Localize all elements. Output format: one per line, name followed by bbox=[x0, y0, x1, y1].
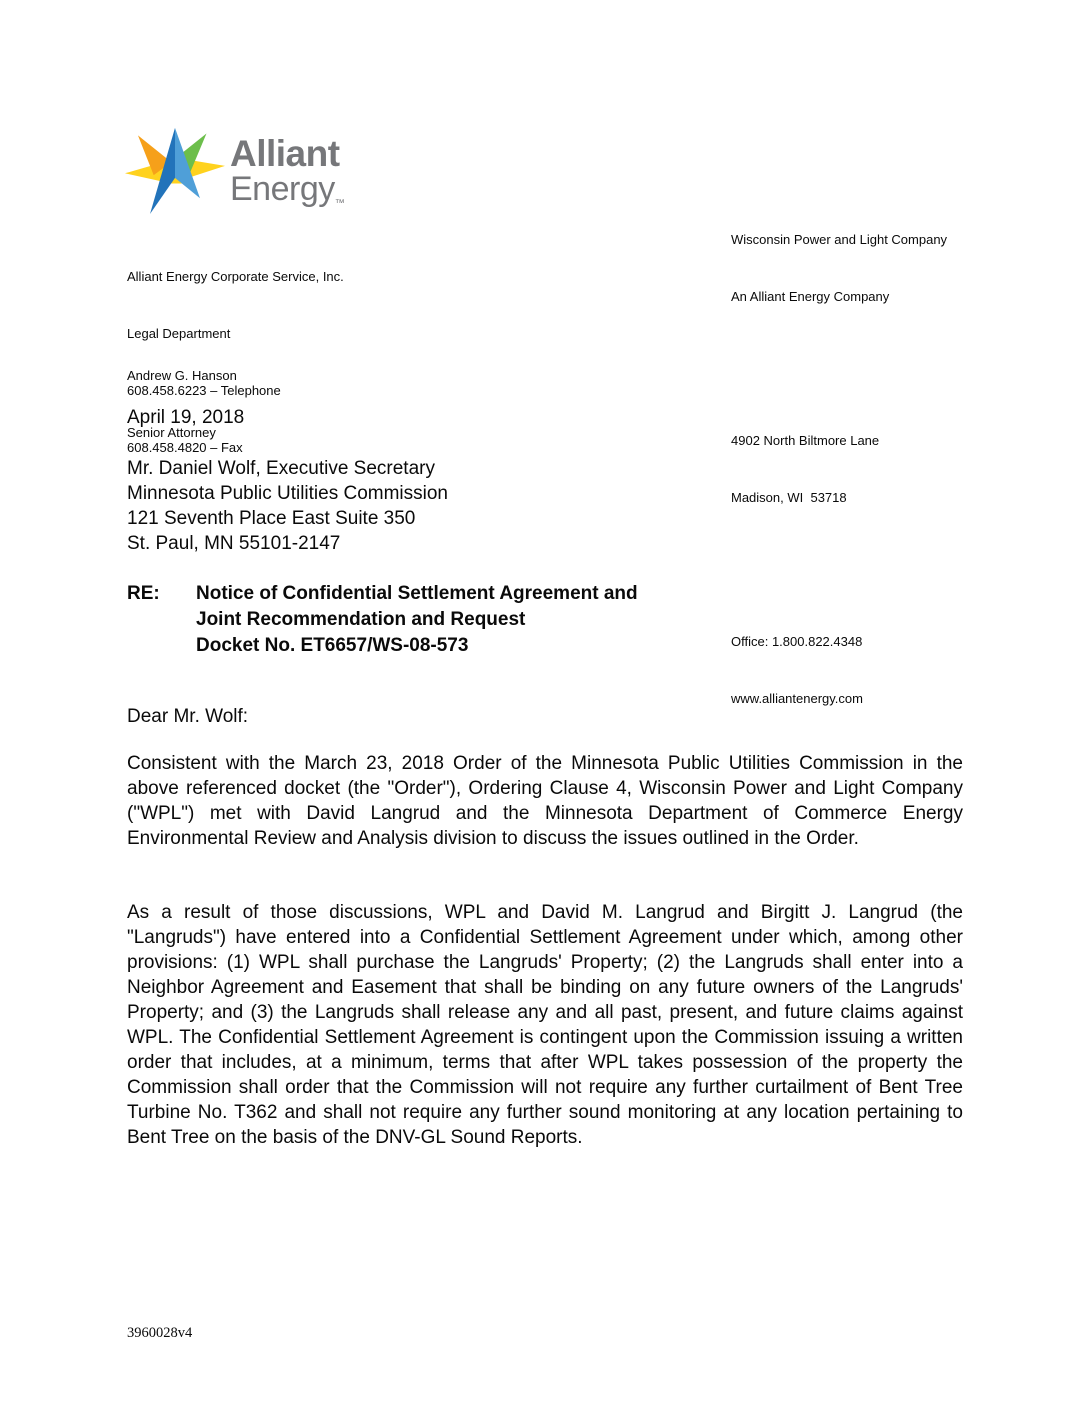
sender-fax: 608.458.4820 – Fax bbox=[127, 440, 243, 455]
subject-block bbox=[127, 581, 638, 659]
company-street: 4902 North Biltmore Lane bbox=[731, 433, 880, 448]
subject-line-2: Joint Recommendation and Request bbox=[196, 609, 526, 630]
company-website: www.alliantenergy.com bbox=[731, 691, 863, 706]
company-address-group bbox=[731, 393, 947, 545]
alliant-logo bbox=[125, 123, 225, 223]
recipient-city-state-zip: St. Paul, MN 55101-2147 bbox=[127, 533, 341, 554]
sender-telephone: 608.458.6223 – Telephone bbox=[127, 383, 281, 398]
body-paragraph-1: Consistent with the March 23, 2018 Order of the Minnesota Public Utilities Commission in the above referenced docket (the "Order"), Ordering Clause 4, Wisconsin Power and Light Company ("WPL") met with David Langrud and the Minnesota Department of Commerce Energy Environmental Review and Analysis division to discuss the issues outlined in the Order. bbox=[127, 753, 963, 849]
brand-name-alliant: Alliant bbox=[230, 133, 340, 174]
recipient-address-block bbox=[127, 456, 448, 556]
recipient-organization: Minnesota Public Utilities Commission bbox=[127, 483, 448, 504]
recipient-street: 121 Seventh Place East Suite 350 bbox=[127, 508, 416, 529]
subject-label: RE: bbox=[127, 583, 160, 604]
company-tagline: An Alliant Energy Company bbox=[731, 289, 890, 304]
attorney-title: Senior Attorney bbox=[127, 425, 216, 440]
company-contact-group bbox=[731, 594, 947, 746]
subject-lines bbox=[196, 581, 638, 659]
company-city-state-zip: Madison, WI 53718 bbox=[731, 490, 847, 505]
trademark-icon: ™ bbox=[334, 198, 345, 209]
company-office-phone: Office: 1.800.822.4348 bbox=[731, 634, 863, 649]
recipient-name: Mr. Daniel Wolf, Executive Secretary bbox=[127, 458, 435, 479]
alliant-star-icon bbox=[125, 123, 225, 218]
brand-wordmark bbox=[230, 133, 345, 221]
company-name-group bbox=[731, 192, 947, 344]
document-number: 3960028v4 bbox=[127, 1325, 193, 1341]
sender-department: Legal Department bbox=[127, 326, 231, 341]
letter-date: April 19, 2018 bbox=[127, 407, 245, 428]
company-info-block bbox=[731, 154, 947, 795]
brand-name-energy: Energy™ bbox=[230, 170, 345, 209]
subject-line-3: Docket No. ET6657/WS-08-573 bbox=[196, 635, 469, 656]
company-name: Wisconsin Power and Light Company bbox=[731, 232, 948, 247]
subject-line-1: Notice of Confidential Settlement Agreement and bbox=[196, 583, 638, 604]
salutation: Dear Mr. Wolf: bbox=[127, 706, 249, 727]
sender-company: Alliant Energy Corporate Service, Inc. bbox=[127, 269, 344, 284]
body-paragraph-2: As a result of those discussions, WPL and David M. Langrud and Birgitt J. Langrud (the "Langruds") have entered into a Confidential Settlement Agreement under which, among other provisions: (1) WPL shall purchase the Langruds' Property; (2) the Langruds shall enter into a Neighbor Agreement and Easement that shall be binding on any future owners of the Langruds' Property; and (3) the Langruds shall release any and all past, present, and future claims against WPL. The Confidential Settlement Agreement is contingent upon the Commission issuing a written order that includes, at a minimum, terms that after WPL takes possession of the property the Commission shall order that the Commission will not require any further curtailment of Bent Tree Turbine No. T362 and shall not require any further sound monitoring at any location pertaining to Bent Tree on the basis of the DNV-GL Sound Reports. bbox=[127, 902, 963, 1148]
attorney-name: Andrew G. Hanson bbox=[127, 368, 237, 383]
